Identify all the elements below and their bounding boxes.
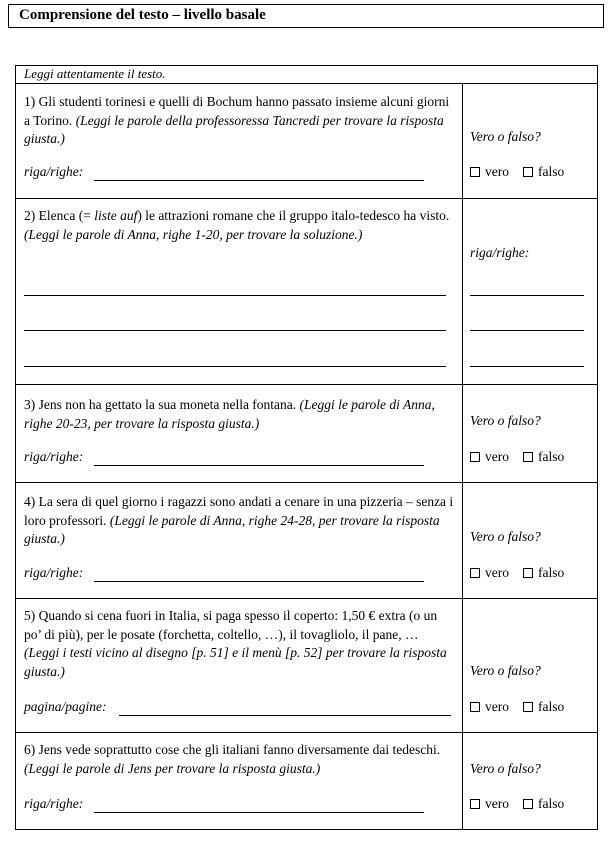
instruction: Leggi attentamente il testo. [16, 66, 597, 84]
checkbox-false-5[interactable] [523, 702, 533, 712]
option-true-5[interactable]: vero [470, 699, 509, 715]
ref-label-6: riga/righe: [24, 796, 84, 811]
question-3: 3) Jens non ha gettato la sua moneta nella fontana. (Leggi le parole di Anna, righe 20-23, per trovare la risposta giusta.) [24, 397, 435, 431]
ref-label-2: riga/righe: [470, 245, 530, 260]
checkbox-true-4[interactable] [470, 568, 480, 578]
checkbox-true-3[interactable] [470, 452, 480, 462]
ref-label-3: riga/righe: [24, 449, 84, 464]
true-false-label-1: Vero o falso? [470, 129, 541, 144]
options-1 [470, 164, 578, 180]
option-false-3[interactable]: falso [523, 449, 564, 465]
question-6: 6) Jens vede soprattutto cose che gli italiani fanno diversamente dai tedeschi. (Leggi le parole di Jens per trovare la risposta giusta.) [24, 742, 441, 776]
options-5 [470, 699, 578, 715]
options-6 [470, 796, 578, 812]
true-false-label-5: Vero o falso? [470, 663, 541, 678]
answer-line-2c[interactable] [24, 366, 446, 367]
checkbox-true-6[interactable] [470, 799, 480, 809]
row-divider [16, 384, 597, 385]
answer-line-2a[interactable] [24, 295, 446, 296]
checkbox-true-5[interactable] [470, 702, 480, 712]
true-false-label-6: Vero o falso? [470, 761, 541, 776]
row-divider [16, 598, 597, 599]
question-1: 1) Gli studenti torinesi e quelli di Bochum hanno passato insieme alcuni giorni a Torino. (Leggi le parole della professoressa Tancredi per trovare la risposta giusta.) [24, 94, 450, 146]
answer-line-3[interactable] [94, 465, 424, 466]
option-true-6[interactable]: vero [470, 796, 509, 812]
answer-line-5[interactable] [119, 715, 451, 716]
true-false-label-4: Vero o falso? [470, 529, 541, 544]
title-box [8, 4, 604, 28]
question-4: 4) La sera di quel giorno i ragazzi sono andati a cenare in una pizzeria – senza i loro professori. (Leggi le parole di Anna, righe 24-28, per trovare la risposta giusta.) [24, 494, 454, 546]
checkbox-false-6[interactable] [523, 799, 533, 809]
question-5: 5) Quando si cena fuori in Italia, si paga spesso il coperto: 1,50 € extra (o un po’ di più), per le posate (forchetta, coltello, …), il tovagliolo, il pane, … (Leggi i testi vicino al disegno [p. 51] e il menù [p. 52] per trovare la risposta giusta.) [24, 608, 447, 679]
option-false-1[interactable]: falso [523, 164, 564, 180]
ref-line-2a[interactable] [470, 295, 584, 296]
options-3 [470, 449, 578, 465]
checkbox-true-1[interactable] [470, 167, 480, 177]
row-divider [16, 482, 597, 483]
option-false-4[interactable]: falso [523, 565, 564, 581]
checkbox-false-4[interactable] [523, 568, 533, 578]
answer-line-1[interactable] [94, 180, 424, 181]
ref-line-2c[interactable] [470, 366, 584, 367]
ref-label-5: pagina/pagine: [24, 699, 107, 714]
ref-line-2b[interactable] [470, 330, 584, 331]
true-false-label-3: Vero o falso? [470, 413, 541, 428]
exercise-table [15, 65, 598, 830]
checkbox-false-3[interactable] [523, 452, 533, 462]
question-2: 2) Elenca (= liste auf) le attrazioni romane che il gruppo italo-tedesco ha visto. (Leggi le parole di Anna, righe 1-20, per trovare la soluzione.) [24, 208, 450, 242]
option-true-4[interactable]: vero [470, 565, 509, 581]
page-title: Comprensione del testo – livello basale [19, 7, 266, 23]
option-true-1[interactable]: vero [470, 164, 509, 180]
answer-line-2b[interactable] [24, 330, 446, 331]
option-false-6[interactable]: falso [523, 796, 564, 812]
option-true-3[interactable]: vero [470, 449, 509, 465]
answer-line-6[interactable] [94, 812, 424, 813]
ref-label-1: riga/righe: [24, 164, 84, 179]
options-4 [470, 565, 578, 581]
ref-label-4: riga/righe: [24, 565, 84, 580]
row-divider [16, 732, 597, 733]
row-divider [16, 198, 597, 199]
option-false-5[interactable]: falso [523, 699, 564, 715]
answer-line-4[interactable] [94, 581, 424, 582]
column-divider [462, 84, 463, 829]
checkbox-false-1[interactable] [523, 167, 533, 177]
